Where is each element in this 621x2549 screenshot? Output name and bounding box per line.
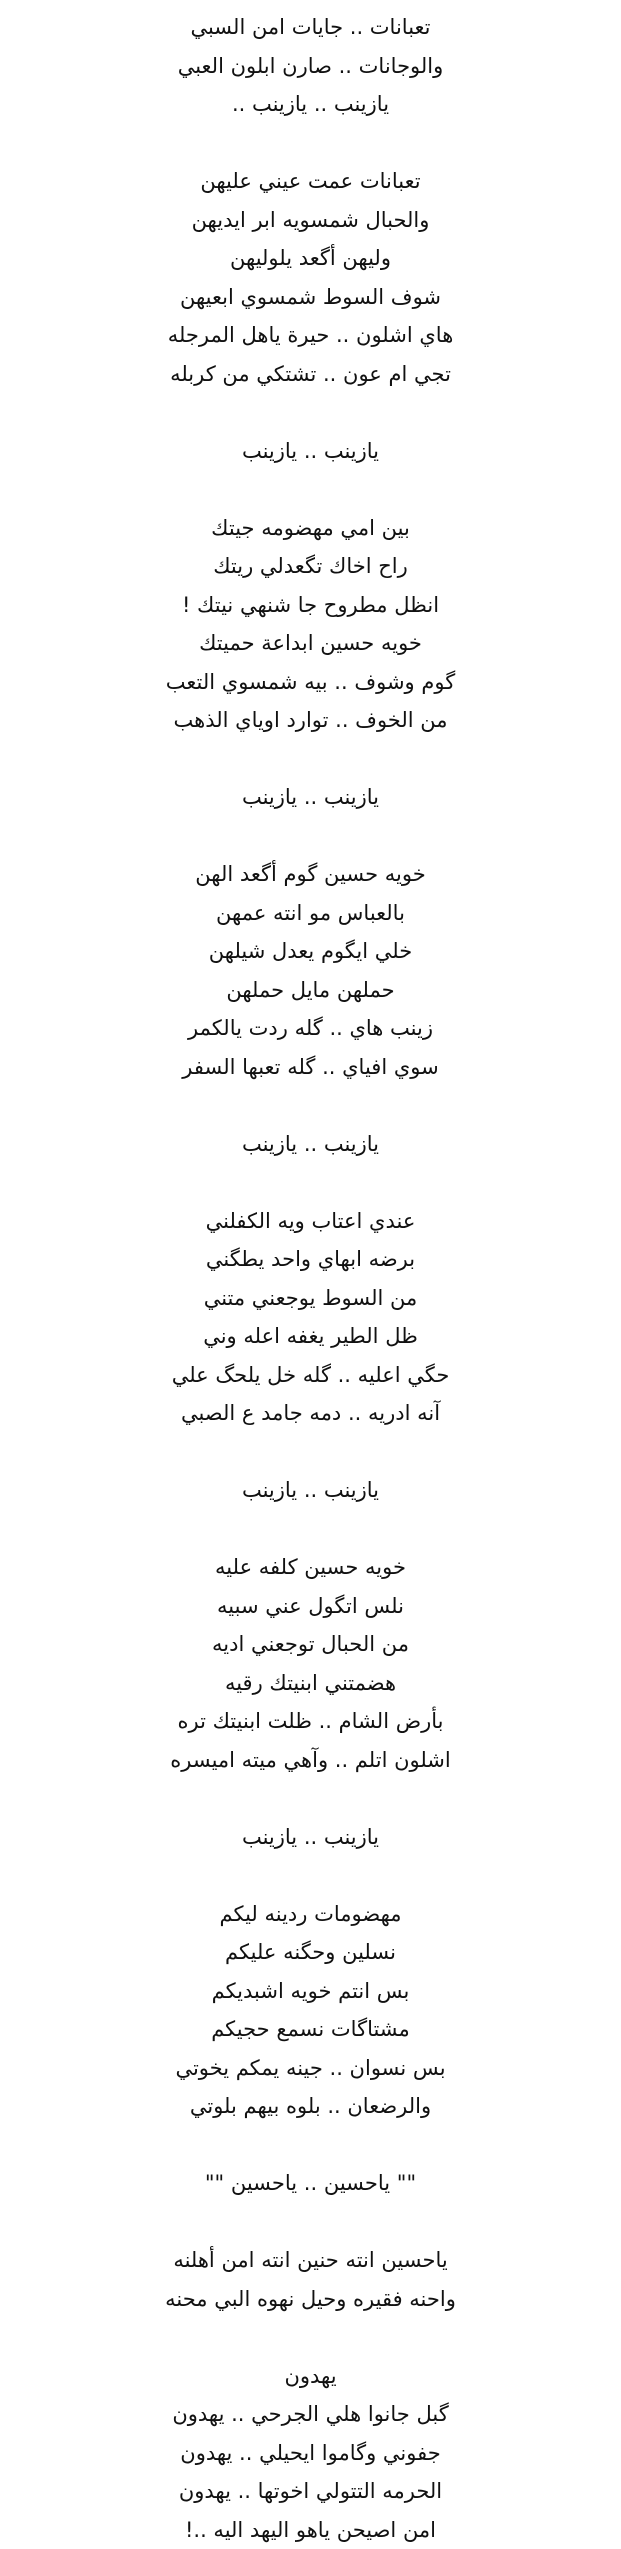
poem-line: خويه حسين ابداعة حميتك <box>0 624 621 663</box>
stanza-gap <box>0 124 621 163</box>
stanza-gap <box>0 1779 621 1818</box>
refrain-line: يازينب .. يازينب <box>0 432 621 471</box>
poem-line: آنه ادريه .. دمه جامد ع الصبي <box>0 1394 621 1433</box>
poem-line: نسلين وحگنه عليكم <box>0 1933 621 1972</box>
poem-line: انظل مطروح جا شنهي نيتك ! <box>0 586 621 625</box>
stanza-gap <box>0 470 621 509</box>
poem-line: الحرمه التتولي اخوتها .. يهدون <box>0 2472 621 2511</box>
refrain <box>0 1818 621 1857</box>
refrain-line: "" ياحسين .. ياحسين "" <box>0 2164 621 2203</box>
stanza <box>0 8 621 124</box>
poem-line: گوم وشوف .. بيه شمسوي التعب <box>0 663 621 702</box>
poem <box>0 8 621 2549</box>
stanza-gap <box>0 1856 621 1895</box>
poem-line: ظل الطير يغفه اعله وني <box>0 1317 621 1356</box>
stanza <box>0 855 621 1086</box>
poem-line: ياحسين انته حنين انته امن أهلنه <box>0 2241 621 2280</box>
poem-line: راح اخاك تگعدلي ريتك <box>0 547 621 586</box>
poem-line: مشتاگات نسمع حجيكم <box>0 2010 621 2049</box>
refrain <box>0 2164 621 2203</box>
poem-line: من الحبال توجعني اديه <box>0 1625 621 1664</box>
poem-line: تعبانات .. جايات امن السبي <box>0 8 621 47</box>
poem-line: من الخوف .. توارد اوياي الذهب <box>0 701 621 740</box>
poem-line: تجي ام عون .. تشتكي من كربله <box>0 355 621 394</box>
stanza-gap <box>0 1163 621 1202</box>
refrain-line: يازينب .. يازينب <box>0 778 621 817</box>
stanza-gap <box>0 2126 621 2165</box>
stanza-gap <box>0 817 621 856</box>
poem-line: نلس اتگول عني سبيه <box>0 1587 621 1626</box>
poem-line: مهضومات ردينه ليكم <box>0 1895 621 1934</box>
stanza <box>0 162 621 393</box>
poem-line: گبل جانوا هلي الجرحي .. يهدون <box>0 2395 621 2434</box>
poem-line: يازينب .. يازينب .. <box>0 85 621 124</box>
stanza <box>0 1548 621 1779</box>
poem-line: بالعباس مو انته عمهن <box>0 894 621 933</box>
stanza-gap <box>0 1086 621 1125</box>
poem-line: واحنه فقيره وحيل نهوه البي محنه <box>0 2280 621 2319</box>
refrain <box>0 432 621 471</box>
stanza <box>0 2241 621 2318</box>
refrain <box>0 778 621 817</box>
poem-line: زينب هاي .. گله ردت يالكمر <box>0 1009 621 1048</box>
stanza-gap <box>0 393 621 432</box>
poem-line: وليهن أگعد يلوليهن <box>0 239 621 278</box>
stanza <box>0 2357 621 2549</box>
poem-line: بس نسوان .. جينه يمكم يخوتي <box>0 2049 621 2088</box>
poem-line: حملهن مايل حملهن <box>0 971 621 1010</box>
poem-line: حگي اعليه .. گله خل يلحگ علي <box>0 1356 621 1395</box>
poem-line: من السوط يوجعني متني <box>0 1279 621 1318</box>
poem-line: جفوني وگاموا ايحيلي .. يهدون <box>0 2434 621 2473</box>
poem-line: بين امي مهضومه جيتك <box>0 509 621 548</box>
stanza-gap <box>0 2203 621 2242</box>
poem-line: يهدون <box>0 2357 621 2396</box>
poem-line: والحبال شمسويه ابر ايديهن <box>0 201 621 240</box>
refrain-line: يازينب .. يازينب <box>0 1818 621 1857</box>
refrain-line: يازينب .. يازينب <box>0 1125 621 1164</box>
poem-line: خلي ايگوم يعدل شيلهن <box>0 932 621 971</box>
poem-line: شوف السوط شمسوي ابعيهن <box>0 278 621 317</box>
refrain <box>0 1125 621 1164</box>
poem-line: والوجانات .. صارن ابلون العبي <box>0 47 621 86</box>
stanza-gap <box>0 1510 621 1549</box>
poem-line: بس انتم خويه اشبديكم <box>0 1972 621 2011</box>
poem-line: اشلون اتلم .. وآهي ميته اميسره <box>0 1741 621 1780</box>
poem-line: برضه ابهاي واحد يطگني <box>0 1240 621 1279</box>
refrain-line: يازينب .. يازينب <box>0 1471 621 1510</box>
poem-line: بأرض الشام .. ظلت ابنيتك تره <box>0 1702 621 1741</box>
poem-line: خويه حسين گوم أگعد الهن <box>0 855 621 894</box>
stanza <box>0 509 621 740</box>
poem-line: هضمتني ابنيتك رقيه <box>0 1664 621 1703</box>
poem-line: خويه حسين كلفه عليه <box>0 1548 621 1587</box>
stanza <box>0 1202 621 1433</box>
stanza-gap <box>0 1433 621 1472</box>
refrain <box>0 1471 621 1510</box>
poem-line: عندي اعتاب ويه الكفلني <box>0 1202 621 1241</box>
stanza <box>0 1895 621 2126</box>
poem-line: والرضعان .. بلوه بيهم بلوتي <box>0 2087 621 2126</box>
poem-line: سوي افياي .. گله تعبها السفر <box>0 1048 621 1087</box>
stanza-gap <box>0 740 621 779</box>
poem-line: هاي اشلون .. حيرة ياهل المرجله <box>0 316 621 355</box>
poem-line: تعبانات عمت عيني عليهن <box>0 162 621 201</box>
stanza-gap <box>0 2318 621 2357</box>
poem-line: امن اصيحن ياهو اليهد اليه ..! <box>0 2511 621 2549</box>
